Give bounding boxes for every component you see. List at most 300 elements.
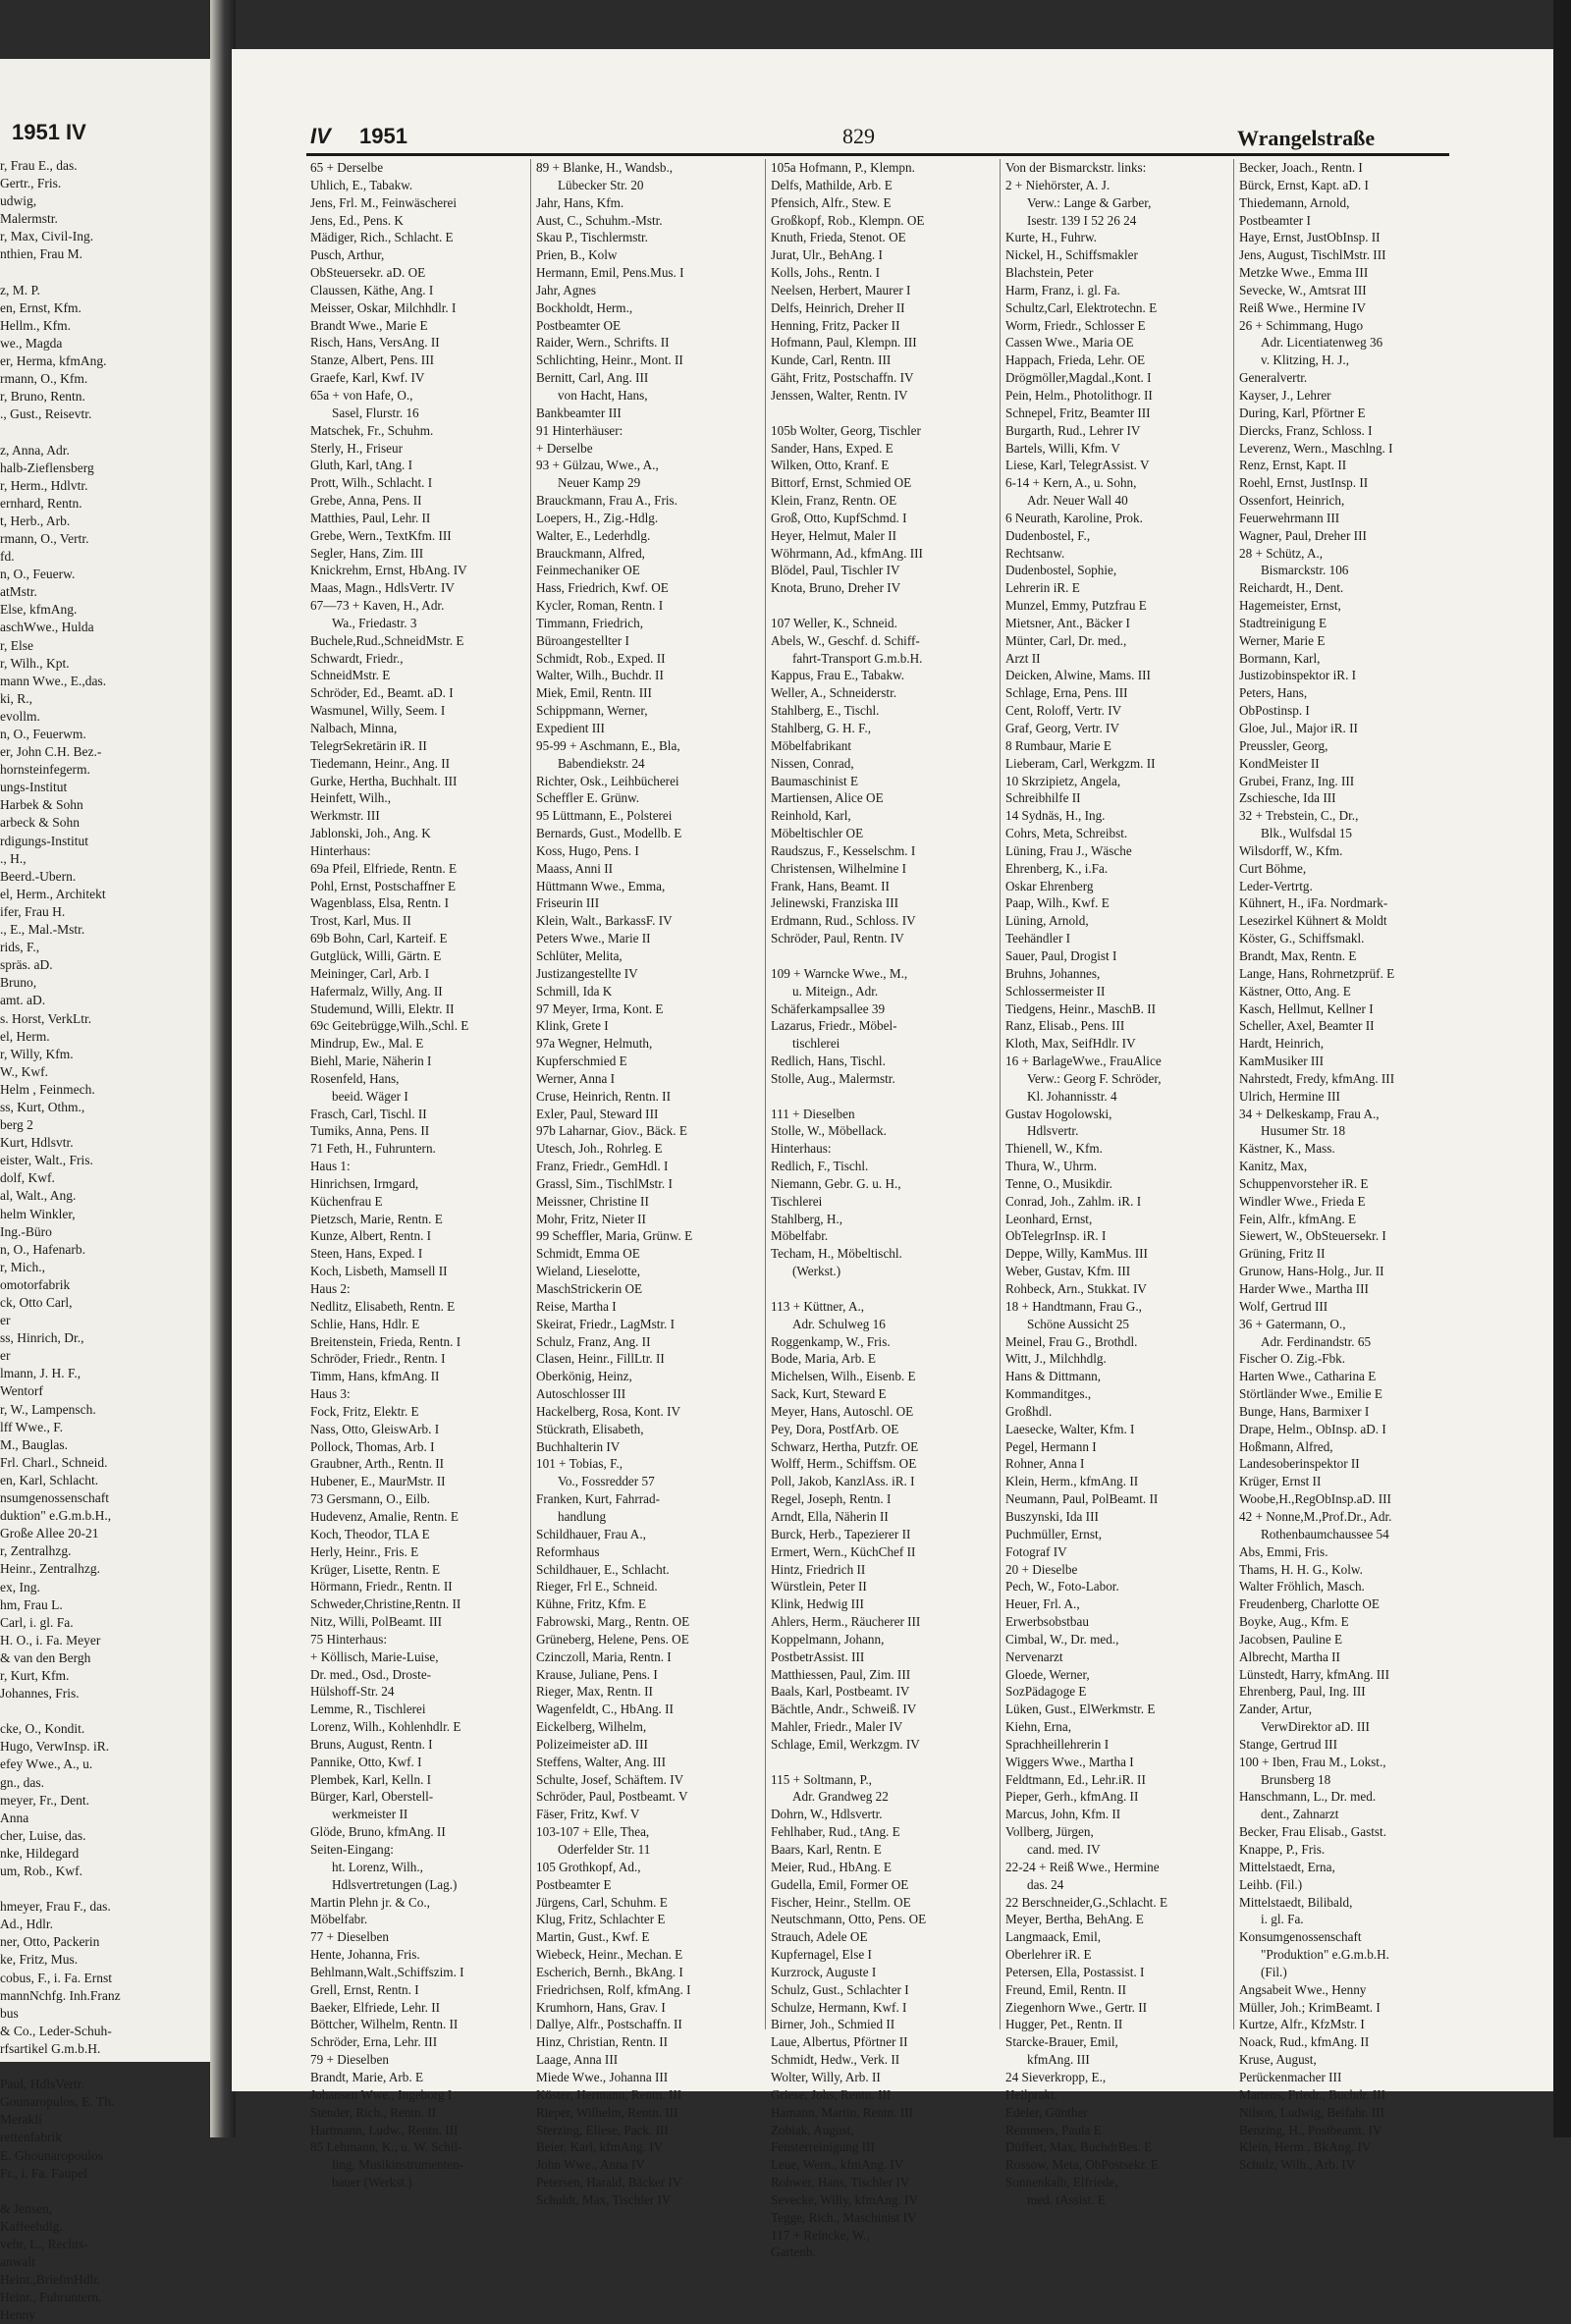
entry-line: Wolter, Willy, Arb. II	[771, 2069, 881, 2084]
entry-line: Von der Bismarckstr. links:	[1005, 160, 1147, 175]
entry-line: Bruns, August, Rentn. I	[310, 1736, 433, 1752]
entry-line: Escherich, Bernh., BkAng. I	[536, 1964, 683, 1979]
entry-line: Haus 1:	[310, 1159, 351, 1174]
entry-line: Tumiks, Anna, Pens. II	[310, 1123, 430, 1139]
entry-line: Hinterhaus:	[310, 842, 371, 858]
entry-line: berg 2	[0, 1117, 33, 1133]
entry-line: n, O., Hafenarb.	[0, 1241, 85, 1257]
entry-line: Peters Wwe., Marie II	[536, 931, 651, 946]
entry-line: Haye, Ernst, JustObInsp. II	[1239, 230, 1381, 245]
entry-line: Perückenmacher III	[1239, 2069, 1342, 2084]
entry-line: Oderfelder Str. 11	[558, 1842, 651, 1857]
entry-line: werkmeister II	[332, 1807, 408, 1822]
entry-line: r, Frau E., das.	[0, 158, 78, 173]
entry-line: Schulze, Hermann, Kwf. I	[771, 1999, 907, 2015]
entry-line: Ranz, Elisab., Pens. III	[1005, 1018, 1125, 1034]
entry-line: Krüger, Lisette, Rentn. E	[310, 1561, 441, 1577]
entry-line: Mittelstaedt, Erna,	[1239, 1859, 1335, 1874]
entry-line: 2 + Niehörster, A. J.	[1005, 177, 1111, 192]
entry-line: Baals, Karl, Postbeamt. IV	[771, 1684, 910, 1700]
entry-line: Hafermalz, Willy, Ang. II	[310, 983, 443, 999]
entry-line: Lange, Hans, Rohrnetzprüf. E	[1239, 965, 1395, 981]
entry-line: en, Ernst, Kfm.	[0, 299, 81, 315]
entry-line: Sauer, Paul, Drogist I	[1005, 947, 1117, 963]
entry-line: Remmers, Paula E	[1005, 2122, 1102, 2137]
entry-line: John Wwe., Anna IV	[536, 2157, 645, 2173]
entry-line: 65a + von Hafe, O.,	[310, 387, 413, 403]
entry-line: Baumaschinist E	[771, 773, 859, 788]
entry-line: Mindrup, Ew., Mal. E	[310, 1036, 424, 1052]
entry-line	[0, 2058, 226, 2076]
entry-line: Verw.: Georg F. Schröder,	[1027, 1070, 1162, 1086]
entry-line: Deppe, Willy, KamMus. III	[1005, 1246, 1148, 1262]
entry-line: ex, Ing.	[0, 1579, 40, 1594]
entry-line: 103-107 + Elle, Thea,	[536, 1824, 650, 1840]
entry-line: Cent, Roloff, Vertr. IV	[1005, 703, 1122, 719]
entry-line: SozPädagoge E	[1005, 1684, 1087, 1700]
entry-line	[0, 264, 226, 282]
entry-line: Stolle, W., Möbellack.	[771, 1123, 887, 1139]
entry-line: Breitenstein, Frieda, Rentn. I	[310, 1333, 461, 1349]
entry-line: Schulz, Gust., Schlachter I	[771, 1981, 909, 1997]
entry-line: Meisser, Oskar, Milchhdlr. I	[310, 299, 457, 315]
entry-line: 113 + Küttner, A.,	[771, 1298, 865, 1314]
entry-line: med. tAssist. E	[1027, 2191, 1106, 2207]
entry-line: Großkopf, Rob., Klempn. OE	[771, 212, 925, 228]
entry-line: Dohrn, W., Hdlsvertr.	[771, 1807, 883, 1822]
entry-line: Werner, Anna I	[536, 1070, 616, 1086]
entry-line: Rohner, Anna I	[1005, 1456, 1085, 1472]
entry-line: Kolls, Johs., Rentn. I	[771, 265, 880, 281]
entry-line: Cohrs, Meta, Schreibst.	[1005, 826, 1128, 841]
column-3	[771, 159, 995, 2260]
entry-line: r, Herm., Hdlvtr.	[0, 477, 88, 493]
entry-line: ObSteuersekr. aD. OE	[310, 265, 426, 281]
entry-line: Woobe,H.,RegObInsp.aD. III	[1239, 1491, 1391, 1507]
entry-line: Redlich, F., Tischl.	[771, 1159, 869, 1174]
entry-line: 16 + BarlageWwe., FrauAlice	[1005, 1054, 1162, 1069]
entry-line: Maass, Anni II	[536, 860, 614, 876]
entry-line: Franken, Kurt, Fahrrad-	[536, 1491, 660, 1507]
entry-line: Harbek & Sohn	[0, 797, 83, 813]
entry-line: i. gl. Fa.	[1261, 1912, 1304, 1927]
entry-line: 67—73 + Kaven, H., Adr.	[310, 598, 445, 614]
entry-line: Nilson, Ludwig, Beifahr. III	[1239, 2104, 1384, 2120]
entry-line: Erdmann, Rud., Schloss. IV	[771, 913, 916, 929]
page-number: 829	[842, 124, 875, 148]
entry-line: Kl. Johannisstr. 4	[1027, 1088, 1117, 1104]
entry-line: Graefe, Karl, Kwf. IV	[310, 370, 425, 386]
entry-line: Scheller, Axel, Beamter II	[1239, 1018, 1375, 1034]
entry-line: ungs-Institut	[0, 780, 68, 795]
entry-line: r, Mich.,	[0, 1259, 45, 1274]
entry-line: 111 + Dieselben	[771, 1106, 855, 1121]
entry-line: Richter, Osk., Leihbücherei	[536, 773, 679, 788]
entry-line: Graf, Georg, Vertr. IV	[1005, 721, 1119, 735]
entry-line: Sevecke, W., Amtsrat III	[1239, 282, 1367, 297]
entry-line: Krüger, Ernst II	[1239, 1474, 1322, 1489]
entry-line: Meyer, Hans, Autoschl. OE	[771, 1403, 914, 1419]
entry-line: Blk., Wulfsdal 15	[1261, 826, 1353, 841]
entry-line: Köster, Hermann, Rentn. III	[536, 2086, 682, 2102]
entry-line: Skau P., Tischlermstr.	[536, 230, 648, 245]
entry-line: 32 + Trebstein, C., Dr.,	[1239, 808, 1359, 824]
entry-line: 99 Scheffler, Maria, Grünw. E	[536, 1228, 693, 1244]
entry-line: Möbeltischler OE	[771, 826, 864, 841]
entry-line: Hinterhaus:	[771, 1141, 832, 1157]
entry-line: r, Else	[0, 637, 33, 653]
entry-line: amt. aD.	[0, 993, 46, 1008]
entry-line: Starcke-Brauer, Emil,	[1005, 2034, 1118, 2050]
entry-line: Würstlein, Peter II	[771, 1579, 867, 1594]
entry-line: 22-24 + Reiß Wwe., Hermine	[1005, 1859, 1160, 1874]
entry-line: 117 + Reincke, W.,	[771, 2227, 870, 2243]
entry-line: Klein, Herm., kfmAng. II	[1005, 1474, 1139, 1489]
entry-line: Pohl, Ernst, Postschaffner E	[310, 878, 457, 893]
entry-line: Kiehn, Erna,	[1005, 1719, 1072, 1735]
entry-line: Babendiekstr. 24	[558, 755, 645, 771]
entry-line: Zander, Artur,	[1239, 1702, 1313, 1717]
entry-line: Gäht, Fritz, Postschaffn. IV	[771, 370, 914, 386]
entry-line: KamMusiker III	[1239, 1054, 1325, 1069]
entry-line: ss, Hinrich, Dr.,	[0, 1330, 84, 1346]
entry-line: Boyke, Aug., Kfm. E	[1239, 1614, 1349, 1630]
entry-line	[0, 423, 226, 441]
entry-line: & Co., Leder-Schuh-	[0, 2023, 112, 2038]
entry-line: 26 + Schimmang, Hugo	[1239, 317, 1364, 333]
entry-line: ObPostinsp. I	[1239, 703, 1310, 719]
entry-line: Martin, Gust., Kwf. E	[536, 1929, 650, 1945]
year-label: 1951	[359, 124, 407, 148]
entry-line: arbeck & Sohn	[0, 815, 80, 831]
entry-line: Sevecke, Willy, kfmAng. IV	[771, 2191, 918, 2207]
entry-line: Renz, Ernst, Kapt. II	[1239, 458, 1347, 473]
entry-line: Friseurin III	[536, 895, 600, 911]
entry-line	[771, 405, 995, 422]
entry-line: Rossow, Meta, ObPostsekr. E	[1005, 2157, 1159, 2173]
entry-line: 89 + Blanke, H., Wandsb.,	[536, 160, 674, 175]
entry-line: Dr. med., Osd., Droste-	[310, 1666, 432, 1682]
entry-line: fahrt-Transport G.m.b.H.	[792, 650, 923, 666]
entry-line: bus	[0, 2005, 19, 2021]
entry-line: Sterzing, Eliese, Pack. III	[536, 2122, 669, 2137]
entry-line: Petersen, Harald, Bäcker IV	[536, 2175, 682, 2190]
entry-line: Kommanditges.,	[1005, 1386, 1092, 1402]
entry-line: efey Wwe., A., u.	[0, 1757, 93, 1772]
entry-line: Buchhalterin IV	[536, 1438, 621, 1454]
entry-line: 69c Geitebrügge,Wilh.,Schl. E	[310, 1018, 469, 1034]
entry-line: Bruno,	[0, 975, 37, 991]
entry-line: Diercks, Franz, Schloss. I	[1239, 422, 1373, 438]
entry-line: Wiebeck, Heinr., Mechan. E	[536, 1947, 683, 1963]
entry-line: Bächtle, Andr., Schweiß. IV	[771, 1702, 917, 1717]
entry-line: Else, kfmAng.	[0, 602, 78, 618]
entry-line: Reiß Wwe., Hermine IV	[1239, 299, 1367, 315]
directory-page	[232, 49, 1571, 2260]
entry-line: Konsumgenossenschaft	[1239, 1929, 1362, 1945]
entry-line: Fein, Alfr., kfmAng. E	[1239, 1211, 1357, 1226]
entry-line: Neumann, Paul, PolBeamt. II	[1005, 1491, 1159, 1507]
entry-line: Raider, Wern., Schrifts. II	[536, 335, 670, 351]
entry-line: Grell, Ernst, Rentn. I	[310, 1981, 419, 1997]
entry-line: Tiedemann, Heinr., Ang. II	[310, 755, 450, 771]
entry-line: vehr, L., Rechts-	[0, 2236, 88, 2251]
entry-line: Nickel, H., Schiffsmakler	[1005, 247, 1138, 263]
entry-line: Peters, Hans,	[1239, 685, 1308, 701]
entry-line: 107 Weller, K., Schneid.	[771, 615, 897, 630]
entry-line: Adr. Ferdinandstr. 65	[1261, 1333, 1372, 1349]
entry-line: Scheffler E. Grünw.	[536, 790, 640, 806]
entry-line: Anna	[0, 1810, 29, 1825]
entry-line: Hülshoff-Str. 24	[310, 1684, 395, 1700]
page-header	[232, 118, 1571, 157]
entry-line: Maas, Magn., HdlsVertr. IV	[310, 580, 455, 596]
entry-line: Heinfett, Wilh.,	[310, 790, 391, 806]
entry-line: Brandt, Marie, Arb. E	[310, 2069, 423, 2084]
entry-line: Tischlerei	[771, 1193, 823, 1209]
entry-line: Verw.: Lange & Garber,	[1027, 194, 1152, 210]
entry-line: Hagemeister, Ernst,	[1239, 598, 1341, 614]
entry-line: Jenssen, Walter, Rentn. IV	[771, 387, 908, 403]
entry-line: Dudenbostel, Sophie,	[1005, 563, 1117, 578]
entry-line: Mittelstaedt, Bilibald,	[1239, 1894, 1353, 1910]
entry-line: Jens, Frl. M., Feinwäscherei	[310, 194, 458, 210]
entry-line: Glöde, Bruno, kfmAng. II	[310, 1824, 446, 1840]
entry-line: Koss, Hugo, Pens. I	[536, 842, 639, 858]
entry-line: Hellm., Kfm.	[0, 317, 71, 333]
entry-line: Köster, G., Schiffsmakl.	[1239, 931, 1365, 946]
entry-line: Timm, Hans, kfmAng. II	[310, 1369, 440, 1384]
entry-line: Kästner, Otto, Ang. E	[1239, 983, 1351, 999]
entry-line: Martin Plehn jr. & Co.,	[310, 1894, 430, 1910]
entry-line: Hartmann, Ludw., Rentn. III	[310, 2122, 459, 2137]
entry-line: Gounaropulos, E. Th.	[0, 2094, 115, 2110]
entry-line: + Köllisch, Marie-Luise,	[310, 1648, 439, 1664]
entry-line: 18 + Handtmann, Frau G.,	[1005, 1298, 1142, 1314]
entry-line: Baars, Karl, Rentn. E	[771, 1842, 882, 1857]
entry-line: Krause, Juliane, Pens. I	[536, 1666, 658, 1682]
entry-line: Reformhaus	[536, 1543, 600, 1559]
entry-line: Prien, B., Kolw	[536, 247, 618, 263]
entry-line: Erwerbsobstbau	[1005, 1614, 1089, 1630]
entry-line: von Hacht, Hans,	[558, 387, 648, 403]
entry-line: Langmaack, Emil,	[1005, 1929, 1102, 1945]
entry-line: Wasmunel, Willy, Seem. I	[310, 703, 446, 719]
entry-line: Griese, Johs, Rentn. III	[771, 2086, 892, 2102]
entry-line: Hermann, Emil, Pens.Mus. I	[536, 265, 684, 281]
entry-line: Düffert, Max, BuchdrBes. E	[1005, 2139, 1153, 2155]
entry-line: nsumgenossenschaft	[0, 1490, 109, 1506]
entry-line: Werkmstr. III	[310, 808, 380, 824]
entry-line: 77 + Dieselben	[310, 1929, 389, 1945]
entry-line: Grüning, Fritz II	[1239, 1246, 1326, 1262]
entry-line: Hardt, Heinrich,	[1239, 1036, 1325, 1052]
entry-line: Hans & Dittmann,	[1005, 1369, 1102, 1384]
entry-line: Cimbal, W., Dr. med.,	[1005, 1631, 1119, 1647]
entry-line: handlung	[558, 1508, 607, 1524]
entry-line: Gertr., Fris.	[0, 176, 62, 191]
entry-line: atMstr.	[0, 584, 37, 600]
entry-line: er	[0, 1348, 11, 1364]
entry-line: Burgarth, Rud., Lehrer IV	[1005, 422, 1141, 438]
column-2	[536, 159, 760, 2207]
entry-line: Rothenbaumchaussee 54	[1261, 1526, 1389, 1541]
entry-line: Brandt, Max, Rentn. E	[1239, 947, 1357, 963]
entry-line: Isestr. 139 I 52 26 24	[1027, 212, 1137, 228]
entry-line: Risch, Hans, VersAng. II	[310, 335, 440, 351]
entry-line: Uhlich, E., Tabakw.	[310, 177, 413, 192]
entry-line: Poll, Jakob, KanzlAss. iR. I	[771, 1474, 915, 1489]
entry-line: Claussen, Käthe, Ang. I	[310, 282, 434, 297]
entry-line: Klein, Herm., BkAng. IV	[1239, 2139, 1372, 2155]
entry-line: Puchmüller, Ernst,	[1005, 1526, 1102, 1541]
entry-line	[771, 1088, 995, 1106]
entry-line: Mahler, Friedr., Maler IV	[771, 1719, 903, 1735]
entry-line: Jens, August, TischlMstr. III	[1239, 247, 1386, 263]
entry-line: Adr. Schulweg 16	[792, 1316, 886, 1331]
entry-line: beeid. Wäger I	[332, 1088, 408, 1104]
entry-line	[0, 1702, 226, 1720]
entry-line: Redlich, Hans, Tischl.	[771, 1054, 886, 1069]
entry-line: ObTelegrInsp. iR. I	[1005, 1228, 1107, 1244]
entry-line: nthien, Frau M.	[0, 246, 82, 262]
entry-line: Sander, Hans, Exped. E	[771, 440, 894, 456]
entry-line: Hass, Friedrich, Kwf. OE	[536, 580, 669, 596]
entry-line: Bernitt, Carl, Ang. III	[536, 370, 649, 386]
entry-line: hornsteinfegerm.	[0, 762, 90, 778]
entry-line: Albrecht, Martha II	[1239, 1648, 1340, 1664]
entry-line: kfmAng. III	[1027, 2052, 1090, 2068]
column-5	[1239, 159, 1449, 2173]
entry-line: Schnepel, Fritz, Beamter III	[1005, 405, 1151, 420]
entry-line: Liese, Karl, TelegrAssist. V	[1005, 458, 1150, 473]
entry-line: Hente, Johanna, Fris.	[310, 1947, 420, 1963]
entry-line: Schlüter, Melita,	[536, 947, 623, 963]
entry-line: Böttcher, Wilhelm, Rentn. II	[310, 2017, 459, 2032]
entry-line: Timmann, Friedrich,	[536, 615, 644, 630]
entry-line: Gustav Hogolowski,	[1005, 1106, 1112, 1121]
entry-line: Witt, J., Milchhdlg.	[1005, 1351, 1107, 1367]
entry-line: Harten Wwe., Catharina E	[1239, 1369, 1377, 1384]
entry-line: Dudenbostel, F.,	[1005, 527, 1091, 543]
entry-line: Lübecker Str. 20	[558, 177, 644, 192]
entry-line: Pusch, Arthur,	[310, 247, 385, 263]
entry-line: Fotograf IV	[1005, 1543, 1067, 1559]
entry-line: 6 Neurath, Karoline, Prok.	[1005, 510, 1143, 525]
entry-line: Schröder, Erna, Lehr. III	[310, 2034, 438, 2050]
entry-line: er	[0, 1313, 11, 1328]
entry-line: Teehändler I	[1005, 931, 1071, 946]
entry-line: MaschStrickerin OE	[536, 1281, 643, 1296]
entry-line: Bittorf, Ernst, Schmied OE	[771, 475, 912, 491]
entry-line: 105a Hofmann, P., Klempn.	[771, 160, 915, 175]
entry-line: Leihb. (Fil.)	[1239, 1876, 1303, 1892]
entry-line: bauer (Werkst.)	[332, 2175, 412, 2190]
entry-line: Gutglück, Willi, Gärtn. E	[310, 947, 442, 963]
entry-line: Harm, Franz, i. gl. Fa.	[1005, 282, 1120, 297]
entry-line: Schweder,Christine,Rentn. II	[310, 1596, 461, 1612]
entry-line: Schultz,Carl, Elektrotechn. E	[1005, 299, 1158, 315]
entry-line: Hugger, Pet., Rentn. II	[1005, 2017, 1123, 2032]
entry-line: Neelsen, Herbert, Maurer I	[771, 282, 911, 297]
entry-line: Schröder, Paul, Rentn. IV	[771, 931, 904, 946]
entry-line: Wiggers Wwe., Martha I	[1005, 1754, 1134, 1769]
entry-line: Schlichting, Heinr., Mont. II	[536, 352, 683, 368]
entry-line: Bankbeamter III	[536, 405, 622, 420]
entry-line	[0, 2183, 226, 2200]
entry-line: Möbelfabr.	[771, 1228, 829, 1244]
entry-line: Nedlitz, Elisabeth, Rentn. E	[310, 1298, 456, 1314]
entry-line: fd.	[0, 549, 15, 565]
entry-line: Stolle, Aug., Malermstr.	[771, 1070, 895, 1086]
entry-line: Kurte, H., Fuhrw.	[1005, 230, 1097, 245]
facing-page-column	[0, 157, 226, 2324]
entry-line: Henning, Fritz, Packer II	[771, 317, 900, 333]
entry-line: cke, O., Kondit.	[0, 1721, 85, 1737]
entry-line: M., Bauglas.	[0, 1436, 68, 1452]
entry-line: udwig,	[0, 193, 37, 209]
entry-line	[771, 597, 995, 615]
entry-line: Hoßmann, Alfred,	[1239, 1438, 1333, 1454]
entry-line: & Jensen,	[0, 2200, 53, 2216]
entry-line: Buchele,Rud.,SchneidMstr. E	[310, 632, 464, 648]
entry-line: Steen, Hans, Exped. I	[310, 1246, 423, 1262]
entry-line: Studemund, Willi, Elektr. II	[310, 1000, 455, 1016]
entry-line: Wilken, Otto, Kranf. E	[771, 458, 890, 473]
entry-line	[0, 1880, 226, 1898]
entry-line: Laue, Albertus, Pförtner II	[771, 2034, 908, 2050]
entry-line: Freudenberg, Charlotte OE	[1239, 1596, 1380, 1612]
entry-line: Bunge, Hans, Barmixer I	[1239, 1403, 1370, 1419]
entry-line: Wöhrmann, Ad., kfmAng. III	[771, 545, 923, 561]
entry-line: Becker, Joach., Rentn. I	[1239, 160, 1363, 175]
entry-line: Matschek, Fr., Schuhm.	[310, 422, 434, 438]
entry-line: Mietsner, Ant., Bäcker I	[1005, 615, 1130, 630]
entry-line: Pein, Helm., Photolithogr. II	[1005, 387, 1153, 403]
entry-line: Ziegenhorn Wwe., Gertr. II	[1005, 1999, 1148, 2015]
facing-page-header: 1951 IV	[12, 120, 86, 144]
entry-line: Walter, E., Lederhdlg.	[536, 527, 651, 543]
entry-line: Schuppenvorsteher iR. E	[1239, 1175, 1369, 1191]
entry-line: Justizobinspektor iR. I	[1239, 668, 1357, 683]
entry-line: Arndt, Ella, Näherin II	[771, 1508, 889, 1524]
entry-line: Kästner, K., Mass.	[1239, 1141, 1335, 1157]
entry-line: Lüning, Arnold,	[1005, 913, 1089, 929]
column-divider	[765, 159, 766, 2029]
entry-line: eister, Walt., Fris.	[0, 1153, 93, 1168]
entry-line: Kurt, Hdlsvtr.	[0, 1135, 74, 1151]
entry-line: Abels, W., Geschf. d. Schiff-	[771, 632, 920, 648]
entry-line: Heilprakt.	[1005, 2086, 1058, 2102]
entry-line: Schlossermeister II	[1005, 983, 1106, 999]
entry-line: nke, Hildegard	[0, 1845, 80, 1861]
entry-line: Wolf, Gertrud III	[1239, 1298, 1328, 1314]
entry-line: 97a Wegner, Helmuth,	[536, 1036, 653, 1052]
entry-line: 8 Rumbaur, Marie E	[1005, 737, 1111, 753]
entry-line: t, Herb., Arb.	[0, 513, 71, 528]
entry-line: ifer, Frau H.	[0, 903, 66, 919]
entry-line: Neuer Kamp 29	[558, 475, 641, 491]
entry-line: Wieland, Lieselotte,	[536, 1264, 641, 1279]
entry-line: rids, F.,	[0, 940, 40, 955]
entry-line: Rechtsanw.	[1005, 545, 1065, 561]
entry-line: Wagenblass, Elsa, Rentn. I	[310, 895, 450, 911]
entry-line: Klink, Grete I	[536, 1018, 609, 1034]
entry-line: Fensterreinigung III	[771, 2139, 875, 2155]
entry-line: Jahr, Agnes	[536, 282, 597, 297]
entry-line: Wa., Friedastr. 3	[332, 615, 417, 630]
entry-line: Johannes, Fris.	[0, 1686, 80, 1702]
